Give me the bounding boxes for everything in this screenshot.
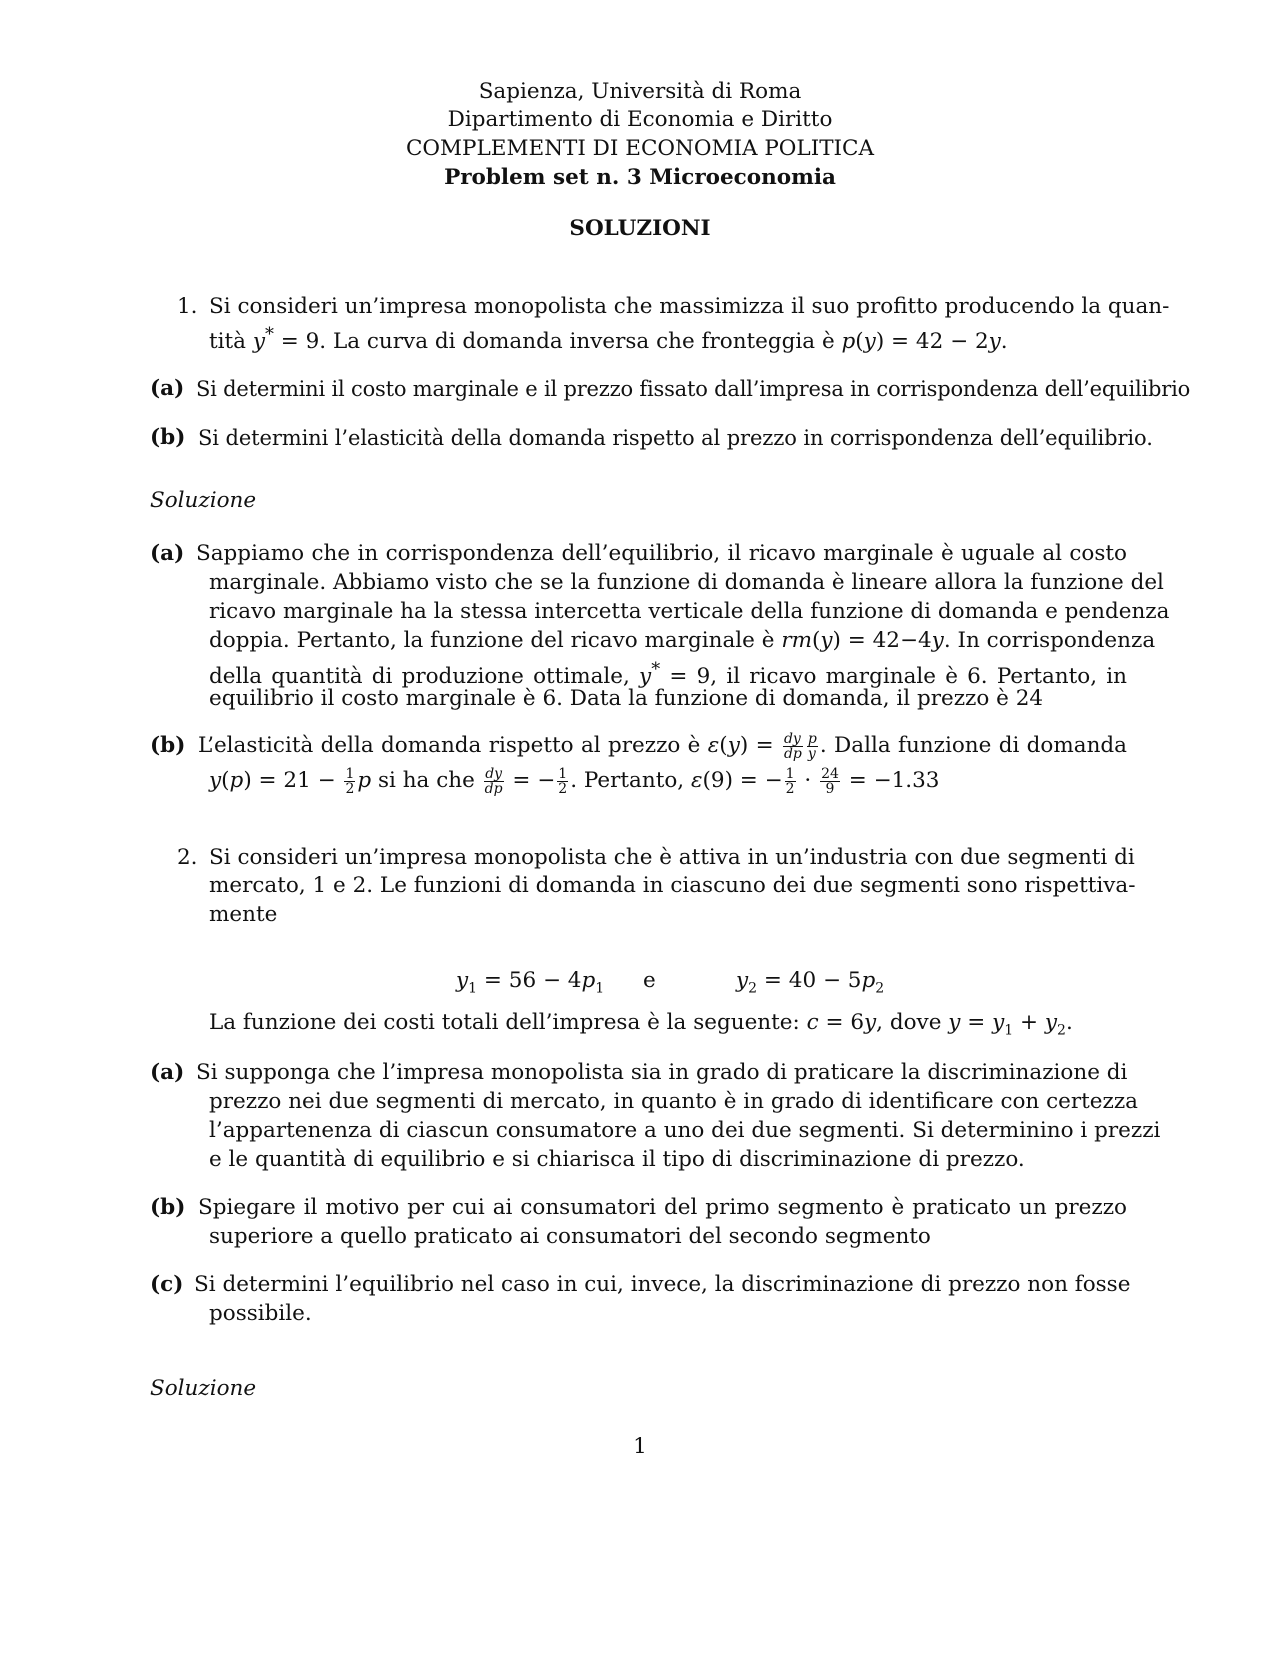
problem-2-question-b-line-2: superiore a quello praticato ai consumatori del secondo segmento: [209, 1224, 931, 1249]
section-title: SOLUZIONI: [569, 216, 711, 241]
problem-set-title: Problem set n. 3 Microeconomia: [444, 165, 836, 190]
question-a-label: (a): [150, 376, 185, 401]
problem-2-question-a-line-3: l’appartenenza di ciascun consumatore a uno dei due segmenti. Si determinino i prezzi: [209, 1118, 1161, 1143]
page-number: 1: [633, 1434, 647, 1459]
solution-a-line-3: ricavo marginale ha la stessa intercetta verticale della funzione di domanda e pendenza: [209, 599, 1170, 624]
problem-2-question-c-line-2: possibile.: [209, 1301, 312, 1326]
solution-a-line-4: doppia. Pertanto, la funzione del ricavo marginale è rm(y) = 42−4y. In corrispondenza: [209, 628, 1156, 653]
problem-2-statement-line-3: mente: [209, 902, 278, 927]
problem-1-statement-line-2: tità y* = 9. La curva di domanda inversa che fronteggia è p(y) = 42 − 2y.: [209, 324, 1008, 355]
solution-b-label: (b): [150, 733, 186, 758]
solution-a-line-2: marginale. Abbiamo visto che se la funzione di domanda è lineare allora la funzione del: [209, 570, 1164, 595]
problem-2-statement-line-2: mercato, 1 e 2. Le funzioni di domanda in ciascuno dei due segmenti sono rispettiva-: [209, 873, 1136, 898]
question-b-label: (b): [150, 425, 186, 450]
solution-b-line-1: L’elasticità della domanda rispetto al prezzo è ε(y) = $\frac{dy}{dp}$ $\frac{p}{y}$ . Dalla funzione di domanda: [198, 730, 1128, 762]
department-name: Dipartimento di Economia e Diritto: [447, 107, 833, 132]
problem-2-question-b-label: (b): [150, 1195, 186, 1220]
problem-2-question-a-line-2: prezzo nei due segmenti di mercato, in quanto è in grado di identificare con certezza: [209, 1089, 1138, 1114]
problem-2-question-c-label: (c): [150, 1272, 184, 1297]
solution-b-line-2: y(p) = 21 − $\frac{1}{2}$ p si ha che $\frac{dy}{dp}$ = − $\frac{1}{2}$ . Pertanto, ε(9) = − $\frac{1}{2}$ · $\frac{24}{9}$ = −1.33: [209, 765, 940, 797]
solution-a-label: (a): [150, 541, 185, 566]
problem-1-question-a: Si determini il costo marginale e il prezzo fissato dall’impresa in corrispondenza dell’equilibrio: [196, 377, 1191, 401]
course-title: COMPLEMENTI DI ECONOMIA POLITICA: [405, 136, 875, 161]
university-name: Sapienza, Università di Roma: [478, 79, 802, 104]
problem-2-question-a-label: (a): [150, 1060, 185, 1085]
solution-heading-1: Soluzione: [150, 488, 257, 513]
problem-1-number: 1.: [177, 294, 198, 319]
demand-equation-1: $y_1 = 56 - 4p_1$: [456, 968, 605, 997]
solution-a-line-1: Sappiamo che in corrispondenza dell’equilibrio, il ricavo marginale è uguale al costo: [196, 541, 1127, 566]
problem-2-question-a-line-4: e le quantità di equilibrio e si chiarisca il tipo di discriminazione di prezzo.: [209, 1147, 1025, 1172]
problem-2-question-b-line-1: Spiegare il motivo per cui ai consumatori del primo segmento è praticato un prezzo: [198, 1195, 1127, 1220]
problem-2-question-a-line-1: Si supponga che l’impresa monopolista sia in grado di praticare la discriminazione di: [196, 1060, 1128, 1085]
solution-heading-2: Soluzione: [150, 1376, 257, 1401]
problem-2-question-c-line-1: Si determini l’equilibrio nel caso in cui, invece, la discriminazione di prezzo non fosse: [194, 1272, 1131, 1297]
solution-a-line-6: equilibrio il costo marginale è 6. Data la funzione di domanda, il prezzo è 24: [209, 686, 1044, 711]
problem-1-question-b: Si determini l’elasticità della domanda rispetto al prezzo in corrispondenza dell’equilibrio.: [198, 426, 1153, 450]
problem-2-number: 2.: [177, 845, 198, 870]
solution-a-line-5: della quantità di produzione ottimale, y* = 9, il ricavo marginale è 6. Pertanto, in: [209, 659, 1128, 690]
cost-function-line: La funzione dei costi totali dell’impresa è la seguente: c = 6y, dove $y = y_1 + y_2$.: [209, 1010, 1073, 1039]
problem-1-statement-line-1: Si consideri un’impresa monopolista che massimizza il suo profitto producendo la quan-: [209, 294, 1170, 319]
equation-connector: e: [643, 968, 656, 993]
problem-2-statement-line-1: Si consideri un’impresa monopolista che è attiva in un’industria con due segmenti di: [209, 845, 1135, 870]
demand-equation-2: $y_2 = 40 - 5p_2$: [736, 968, 885, 997]
